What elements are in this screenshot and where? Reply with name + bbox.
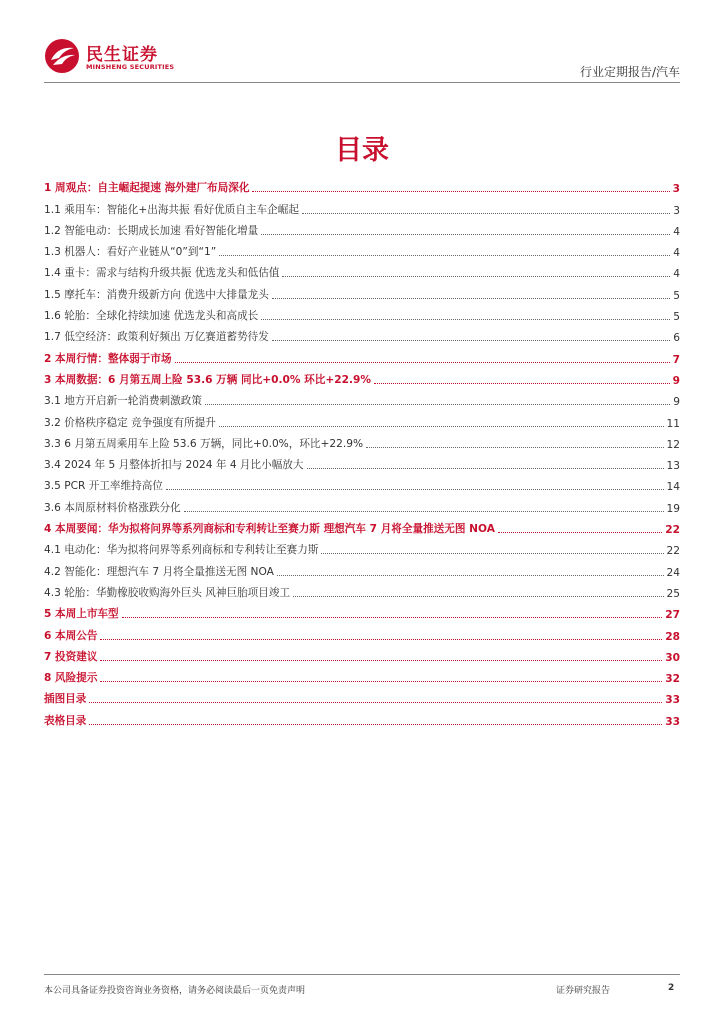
toc-leader-dots	[272, 340, 670, 341]
toc-leader-dots	[252, 191, 669, 192]
page-header	[0, 0, 724, 90]
toc-entry-section[interactable]	[44, 493, 680, 514]
toc-leader-dots	[166, 489, 664, 490]
toc-leader-dots	[498, 532, 662, 533]
toc-entry-section[interactable]	[44, 302, 680, 323]
toc-entry-section[interactable]	[44, 430, 680, 451]
toc-leader-dots	[261, 319, 670, 320]
toc-entry-chapter[interactable]	[44, 706, 680, 727]
toc-entry-label: 6 本周公告	[44, 629, 98, 642]
toc-entry-section[interactable]	[44, 217, 680, 238]
toc-leader-dots	[282, 276, 670, 277]
toc-leader-dots	[184, 511, 664, 512]
toc-entry-section[interactable]	[44, 451, 680, 472]
toc-entry-section[interactable]	[44, 195, 680, 216]
toc-leader-dots	[175, 362, 670, 363]
toc-entry-page: 7	[672, 353, 680, 366]
toc-entry-label: 1.1 乘用车：智能化+出海共振 看好优质自主车企崛起	[44, 203, 299, 216]
footer-page-number: 2	[668, 983, 675, 993]
toc-entry-page: 28	[665, 630, 680, 643]
toc-leader-dots	[374, 383, 670, 384]
toc-entry-section[interactable]	[44, 387, 680, 408]
toc-entry-label: 1.5 摩托车：消费升级新方向 优选中大排量龙头	[44, 288, 269, 301]
toc-entry-page: 11	[666, 417, 680, 430]
toc-entry-page: 14	[666, 481, 680, 494]
toc-entry-page: 9	[673, 396, 680, 409]
toc-entry-label: 3.1 地方开启新一轮消费刺激政策	[44, 395, 202, 408]
toc-entry-section[interactable]	[44, 408, 680, 429]
toc-entry-label: 1.7 低空经济：政策利好频出 万亿赛道蓄势待发	[44, 331, 269, 344]
logo-chinese-name: 民生证券	[86, 45, 158, 65]
toc-leader-dots	[219, 426, 664, 427]
logo-english-name: MINSHENG SECURITIES	[86, 63, 175, 71]
toc-entry-page: 24	[666, 566, 680, 579]
toc-entry-page: 22	[665, 524, 680, 537]
toc-entry-label: 3 本周数据：6 月第五周上险 53.6 万辆 同比+0.0% 环比+22.9%	[44, 373, 371, 386]
toc-entry-label: 3.5 PCR 开工率维持高位	[44, 480, 163, 493]
toc-leader-dots	[307, 468, 664, 469]
toc-entry-label: 3.4 2024 年 5 月整体折扣与 2024 年 4 月比小幅放大	[44, 459, 304, 472]
toc-entry-page: 33	[665, 694, 680, 707]
toc-leader-dots	[272, 298, 670, 299]
toc-entry-chapter[interactable]	[44, 685, 680, 706]
toc-entry-chapter[interactable]	[44, 515, 680, 536]
toc-heading: 目录	[335, 135, 389, 166]
minsheng-logo-icon	[44, 38, 80, 74]
toc-entry-chapter[interactable]	[44, 174, 680, 195]
toc-entry-page: 27	[665, 609, 680, 622]
toc-entry-label: 4 本周要闻：华为拟将问界等系列商标和专利转让至赛力斯 理想汽车 7 月将全量推送无图 NOA	[44, 523, 495, 536]
header-divider	[44, 82, 680, 83]
toc-leader-dots	[261, 234, 670, 235]
toc-entry-page: 3	[672, 183, 680, 196]
toc-entry-page: 30	[665, 651, 680, 664]
toc-entry-label: 1.6 轮胎：全球化持续加速 优选龙头和高成长	[44, 310, 259, 323]
toc-entry-section[interactable]	[44, 323, 680, 344]
toc-entry-page: 12	[666, 438, 680, 451]
toc-entry-page: 25	[666, 587, 680, 600]
report-category: 行业定期报告/汽车	[579, 65, 680, 79]
toc-entry-page: 9	[672, 374, 680, 387]
toc-entry-label: 1 周观点：自主崛起提速 海外建厂布局深化	[44, 182, 250, 195]
toc-entry-label: 7 投资建议	[44, 650, 98, 663]
toc-entry-page: 5	[673, 311, 680, 324]
toc-leader-dots	[219, 255, 670, 256]
toc-leader-dots	[205, 404, 670, 405]
toc-leader-dots	[277, 575, 664, 576]
toc-leader-dots	[100, 660, 662, 661]
toc-entry-page: 19	[666, 502, 680, 515]
toc-entry-label: 4.3 轮胎：华勤橡胶收购海外巨头 风神巨胎项目竣工	[44, 586, 291, 599]
toc-entry-label: 3.3 6 月第五周乘用车上险 53.6 万辆，同比+0.0%，环比+22.9%	[44, 437, 364, 450]
toc-entry-section[interactable]	[44, 579, 680, 600]
toc-entry-section[interactable]	[44, 238, 680, 259]
toc-leader-dots	[89, 724, 662, 725]
toc-entry-page: 13	[666, 460, 680, 473]
footer-report-kind: 证券研究报告	[556, 986, 611, 996]
toc-entry-section[interactable]	[44, 472, 680, 493]
toc-entry-section[interactable]	[44, 280, 680, 301]
toc-entry-page: 33	[665, 715, 680, 728]
toc-entry-label: 8 风险提示	[44, 672, 98, 685]
toc-entry-label: 1.4 重卡：需求与结构升级共振 优选龙头和低估值	[44, 267, 280, 280]
toc-entry-label: 5 本周上市车型	[44, 608, 119, 621]
toc-entry-label: 4.2 智能化：理想汽车 7 月将全量推送无图 NOA	[44, 565, 274, 578]
toc-entry-chapter[interactable]	[44, 643, 680, 664]
footer-divider	[44, 974, 680, 975]
toc-entry-chapter[interactable]	[44, 366, 680, 387]
toc-entry-section[interactable]	[44, 536, 680, 557]
toc-entry-page: 5	[673, 289, 680, 302]
toc-leader-dots	[293, 596, 663, 597]
toc-entry-section[interactable]	[44, 259, 680, 280]
toc-entry-label: 4.1 电动化：华为拟将问界等系列商标和专利转让至赛力斯	[44, 544, 319, 557]
toc-entry-page: 4	[673, 268, 680, 281]
toc-entry-label: 1.2 智能电动：长期成长加速 看好智能化增量	[44, 224, 259, 237]
toc-leader-dots	[100, 639, 662, 640]
toc-entry-label: 1.3 机器人：看好产业链从“0”到“1”	[44, 246, 217, 259]
toc-leader-dots	[321, 553, 663, 554]
toc-entry-page: 22	[666, 545, 680, 558]
toc-entry-chapter[interactable]	[44, 600, 680, 621]
toc-entry-label: 2 本周行情：整体弱于市场	[44, 352, 172, 365]
minsheng-logo	[44, 38, 204, 78]
toc-entry-label: 插图目录	[44, 693, 87, 706]
toc-entry-page: 3	[673, 204, 680, 217]
toc-entry-page: 4	[673, 225, 680, 238]
toc-leader-dots	[122, 617, 663, 618]
table-of-contents	[44, 174, 680, 728]
footer-disclaimer: 本公司具备证券投资咨询业务资格，请务必阅读最后一页免责声明	[44, 986, 306, 996]
toc-entry-chapter[interactable]	[44, 344, 680, 365]
toc-entry-chapter[interactable]	[44, 664, 680, 685]
toc-entry-label: 表格目录	[44, 714, 87, 727]
toc-entry-label: 3.2 价格秩序稳定 竞争强度有所提升	[44, 416, 216, 429]
toc-entry-section[interactable]	[44, 557, 680, 578]
toc-entry-page: 4	[673, 247, 680, 260]
toc-entry-chapter[interactable]	[44, 621, 680, 642]
toc-leader-dots	[302, 213, 670, 214]
toc-entry-page: 6	[673, 332, 680, 345]
toc-entry-label: 3.6 本周原材料价格涨跌分化	[44, 501, 181, 514]
toc-leader-dots	[366, 447, 663, 448]
toc-entry-page: 32	[665, 673, 680, 686]
toc-leader-dots	[89, 702, 662, 703]
toc-leader-dots	[100, 681, 662, 682]
